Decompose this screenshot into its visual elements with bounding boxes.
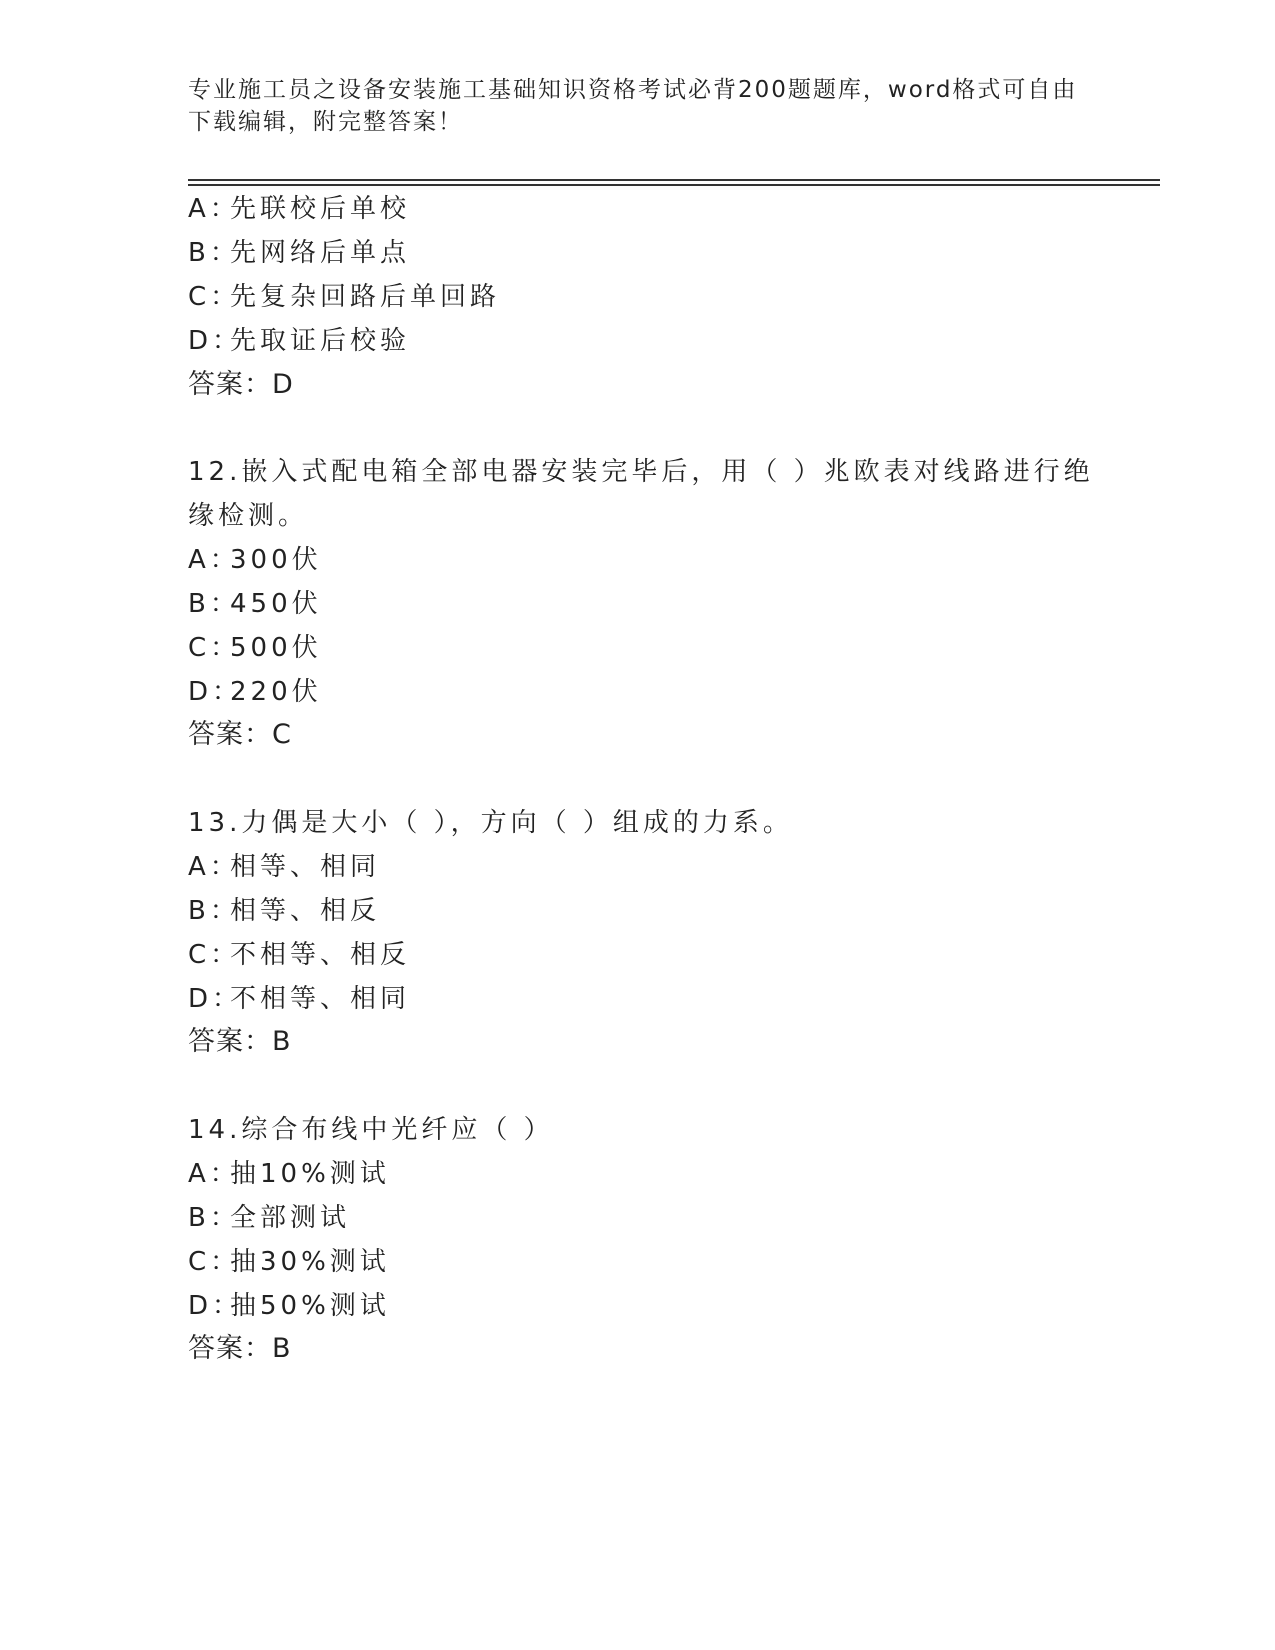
- option-label: A：: [188, 194, 240, 224]
- q11-option-b: [188, 237, 410, 269]
- q14-answer: 答案：B: [188, 1333, 292, 1364]
- option-text: 不相等、相反: [230, 940, 411, 970]
- option-text: 先取证后校验: [230, 326, 411, 356]
- header-rule-bottom: [188, 184, 1160, 186]
- option-label: D：: [188, 326, 243, 356]
- q14-option-d: [188, 1290, 390, 1322]
- option-label: A：: [188, 1159, 240, 1189]
- option-label: D：: [188, 1291, 243, 1321]
- q13-option-d: [188, 983, 410, 1015]
- q11-option-c: [188, 281, 500, 313]
- option-text: 抽10%测试: [230, 1159, 390, 1189]
- option-label: B：: [188, 1203, 240, 1233]
- option-label: C：: [188, 940, 241, 970]
- q13-option-a: [188, 851, 380, 883]
- document-header: [188, 74, 1088, 138]
- q13-option-c: [188, 939, 410, 971]
- q12-answer: 答案：C: [188, 719, 292, 750]
- q13-question: 13.力偶是大小（ ），方向（ ）组成的力系。: [188, 808, 793, 838]
- option-label: A：: [188, 852, 240, 882]
- option-label: B：: [188, 589, 240, 619]
- option-text: 300伏: [230, 545, 322, 575]
- q11-option-d: [188, 325, 410, 357]
- option-text: 先网络后单点: [230, 238, 411, 268]
- q12-option-a: [188, 544, 322, 576]
- option-label: C：: [188, 1247, 241, 1277]
- option-label: C：: [188, 282, 241, 312]
- q12-question-line-1: 12.嵌入式配电箱全部电器安装完毕后，用（ ）兆欧表对线路进行绝: [188, 457, 1094, 487]
- header-title-line-2: 下载编辑，附完整答案！: [188, 109, 463, 135]
- option-label: D：: [188, 677, 243, 707]
- q14-option-c: [188, 1246, 390, 1278]
- q12-option-d: [188, 676, 322, 708]
- header-rule-top: [188, 179, 1160, 181]
- q11-option-a: [188, 193, 410, 225]
- option-label: B：: [188, 238, 240, 268]
- q14-question: 14.综合布线中光纤应（ ）: [188, 1115, 554, 1145]
- option-text: 500伏: [230, 633, 322, 663]
- option-label: C：: [188, 633, 241, 663]
- q12-question-line-2: 缘检测。: [188, 501, 309, 531]
- q14-option-b: [188, 1202, 350, 1234]
- option-text: 抽30%测试: [230, 1247, 390, 1277]
- option-text: 先联校后单校: [230, 194, 411, 224]
- q13-option-b: [188, 895, 380, 927]
- option-text: 相等、相同: [230, 852, 381, 882]
- option-text: 全部测试: [230, 1203, 351, 1233]
- option-label: D：: [188, 984, 243, 1014]
- option-text: 抽50%测试: [230, 1291, 390, 1321]
- q12-option-c: [188, 632, 322, 664]
- header-title-line-1: 专业施工员之设备安装施工基础知识资格考试必背200题题库，word格式可自由: [188, 77, 1078, 103]
- option-label: B：: [188, 896, 240, 926]
- q13-answer: 答案：B: [188, 1026, 292, 1057]
- option-text: 不相等、相同: [230, 984, 411, 1014]
- option-text: 450伏: [230, 589, 322, 619]
- q14-option-a: [188, 1158, 390, 1190]
- option-text: 相等、相反: [230, 896, 381, 926]
- option-text: 先复杂回路后单回路: [230, 282, 501, 312]
- option-text: 220伏: [230, 677, 322, 707]
- option-label: A：: [188, 545, 240, 575]
- q11-answer: 答案：D: [188, 369, 294, 400]
- q12-option-b: [188, 588, 322, 620]
